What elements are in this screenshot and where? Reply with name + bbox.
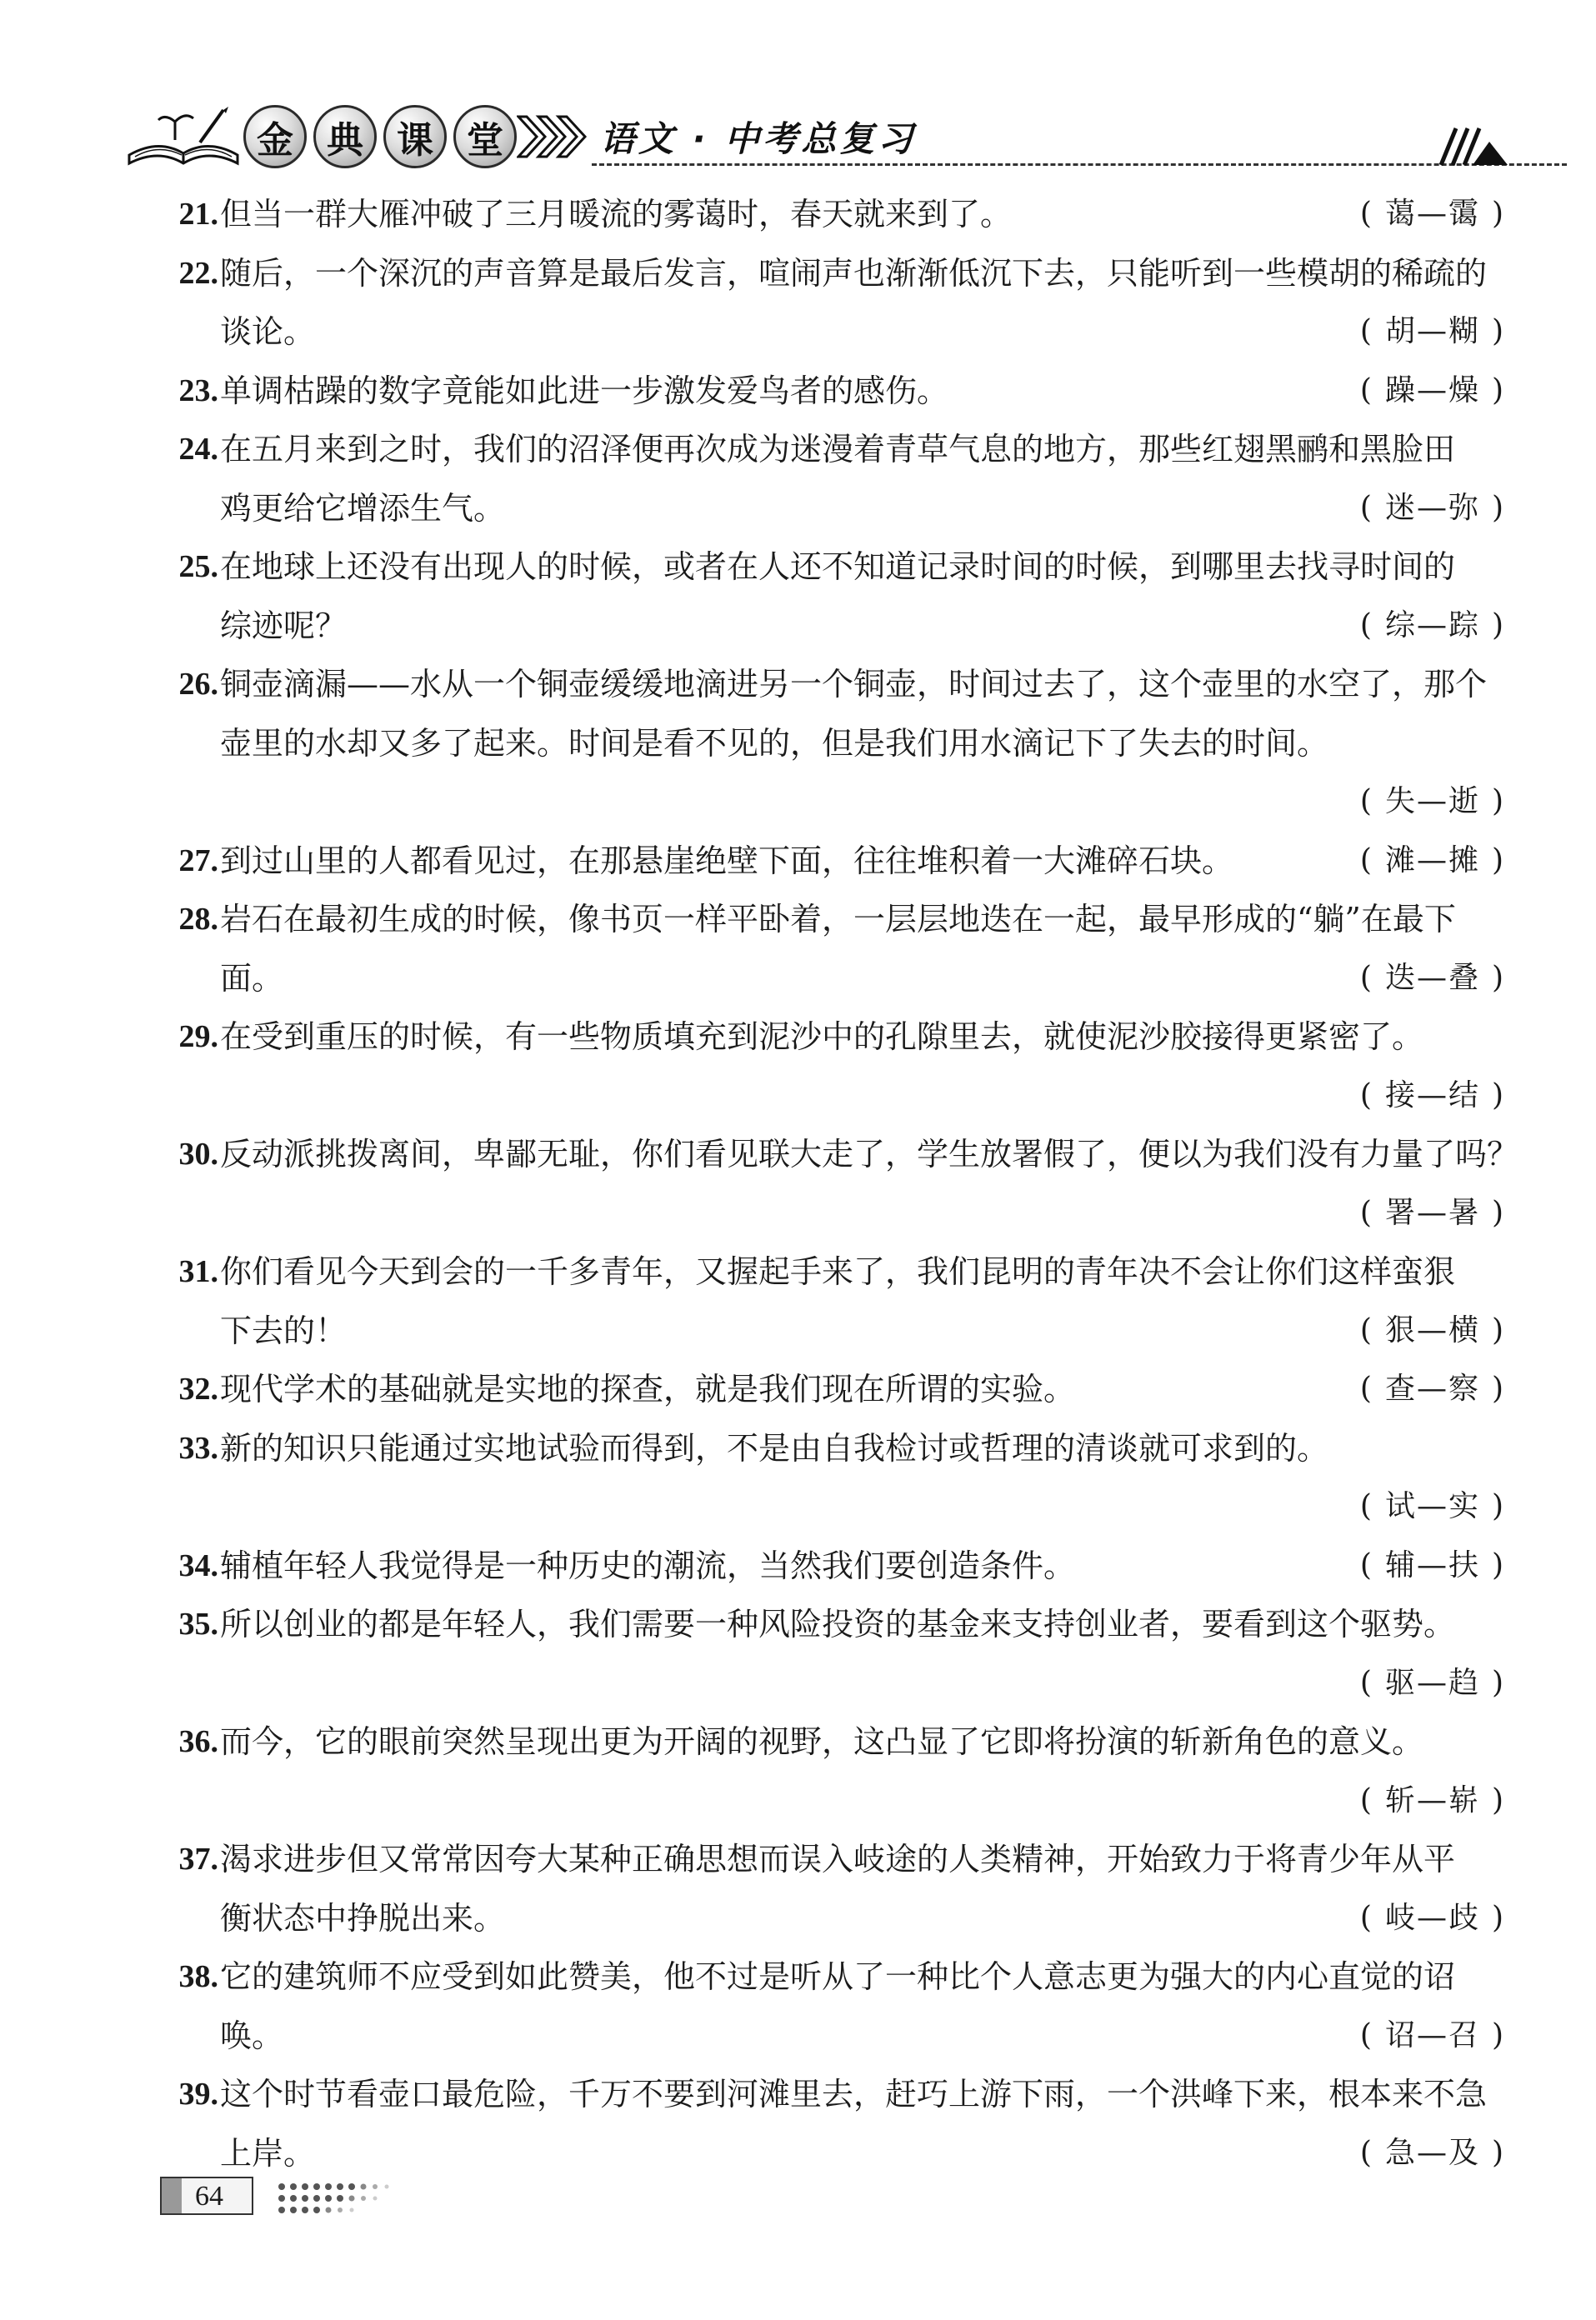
exercise-line: [167, 302, 1517, 361]
item-number: 39.: [178, 2077, 218, 2112]
exercise-line: [167, 597, 1517, 655]
item-number: 28.: [178, 902, 218, 937]
item-text: 随后，一个深沉的声音算是最后发言，喧闹声也渐渐低沉下去，只能听到一些模胡的稀疏的: [220, 254, 1488, 292]
item-text: 它的建筑师不应受到如此赞美，他不过是听从了一种比个人意志更为强大的内心直觉的诏: [220, 1958, 1456, 1995]
item-number: 34.: [178, 1548, 218, 1583]
exercise-line: [167, 890, 1517, 948]
item-number: 32.: [178, 1372, 218, 1407]
exercise-line: [167, 1478, 1517, 1536]
answer-text: 躁—燥: [1384, 372, 1480, 408]
item-text: 所以创业的都是年轻人，我们需要一种风险投资的基金来支持创业者，要看到这个驱势。: [220, 1606, 1456, 1642]
answer-text: 辅—扶: [1384, 1548, 1480, 1582]
exercise-line: [167, 1889, 1517, 1948]
item-text: 这个时节看壶口最危险，千万不要到河滩里去，赶巧上游下雨，一个洪峰下来，根本来不急: [220, 2076, 1488, 2112]
exercise-line: [167, 1537, 1517, 1595]
answer-correction: ( 迷—弥 ): [1359, 490, 1505, 525]
exercise-line: [167, 1008, 1517, 1066]
answer-correction: ( 躁—燥 ): [1359, 372, 1505, 408]
item-number: 23.: [178, 372, 218, 408]
answer-text: 斩—崭: [1384, 1782, 1480, 1818]
answer-correction: ( 署—暑 ): [1359, 1195, 1505, 1230]
item-number: 33.: [178, 1430, 218, 1466]
exercise-line: [167, 244, 1517, 302]
item-number: 25.: [178, 549, 218, 584]
exercise-line: [167, 2065, 1517, 2123]
exercise-line: [167, 1830, 1517, 1888]
corner-stripes-icon: [1438, 123, 1509, 167]
exercise-line: [167, 655, 1517, 713]
item-text: 下去的！: [220, 1312, 348, 1349]
item-number: 35.: [178, 1607, 218, 1642]
exercise-line: [167, 949, 1517, 1008]
answer-correction: ( 蔼—霭 ): [1359, 197, 1505, 231]
exercise-line: [167, 362, 1517, 420]
item-number: 31.: [178, 1254, 218, 1289]
item-text: 谈论。: [220, 313, 316, 350]
exercise-line: [167, 1419, 1517, 1478]
brand-char: 典: [313, 105, 377, 168]
answer-text: 驱—趋: [1384, 1665, 1480, 1700]
item-text: 而今，它的眼前突然呈现出更为开阔的视野，这凸显了它即将扮演的斩新角色的意义。: [220, 1723, 1424, 1760]
answer-correction: ( 失—逝 ): [1359, 784, 1505, 818]
item-text: 面。: [220, 959, 284, 997]
page-number: 64: [195, 2181, 223, 2212]
item-number: 37.: [178, 1842, 218, 1877]
answer-text: 试—实: [1384, 1489, 1480, 1523]
header-divider: [592, 163, 1567, 166]
exercise-line: [167, 1360, 1517, 1418]
item-text: 在五月来到之时，我们的沼泽便再次成为迷漫着青草气息的地方，那些红翅黑鹂和黑脸田: [220, 431, 1456, 468]
brand-title: [243, 105, 517, 168]
item-text: 现代学术的基础就是实地的探查，就是我们现在所谓的实验。: [220, 1371, 1076, 1408]
subject-title: 语文 · 中考总复习: [600, 118, 917, 159]
item-number: 36.: [178, 1724, 218, 1759]
item-text: 到过山里的人都看见过，在那悬崖绝壁下面，往往堆积着一大滩碎石块。: [220, 842, 1234, 879]
exercise-line: [167, 832, 1517, 890]
item-text: 上岸。: [220, 2134, 316, 2172]
answer-text: 岐—歧: [1384, 1900, 1480, 1935]
answer-correction: ( 查—察 ): [1359, 1372, 1505, 1406]
item-text: 铜壶滴漏——水从一个铜壶缓缓地滴进另一个铜壶，时间过去了，这个壶里的水空了，那个: [220, 666, 1488, 702]
exercise-line: [167, 714, 1517, 772]
exercise-line: [167, 420, 1517, 478]
item-number: 29.: [178, 1019, 218, 1054]
item-number: 26.: [178, 667, 218, 702]
answer-text: 滩—摊: [1384, 842, 1480, 878]
answer-text: 失—逝: [1384, 784, 1480, 818]
answer-correction: ( 接—结 ): [1359, 1078, 1505, 1112]
exercise-line: [167, 1772, 1517, 1830]
exercise-line: [167, 1184, 1517, 1242]
brand-char: 课: [383, 105, 447, 168]
item-number: 24.: [178, 432, 218, 467]
item-text: 在受到重压的时候，有一些物质填充到泥沙中的孔隙里去，就使泥沙胶接得更紧密了。: [220, 1018, 1424, 1055]
dot-pattern-icon: [277, 2180, 527, 2213]
page-number-box: [160, 2177, 253, 2215]
item-text: 衡状态中挣脱出来。: [220, 1899, 506, 1937]
exercise-line: [167, 1125, 1517, 1183]
answer-text: 综—踪: [1384, 608, 1480, 642]
item-number: 22.: [178, 255, 218, 291]
item-text: 辅植年轻人我觉得是一种历史的潮流，当然我们要创造条件。: [220, 1547, 1076, 1584]
answer-correction: ( 迭—叠 ): [1359, 960, 1505, 995]
exercise-line: [167, 538, 1517, 596]
item-text: 壶里的水却又多了起来。时间是看不见的，但是我们用水滴记下了失去的时间。: [220, 724, 1329, 762]
item-number: 30.: [178, 1137, 218, 1172]
answer-text: 狠—横: [1384, 1312, 1480, 1348]
item-text: 鸡更给它增添生气。: [220, 489, 506, 527]
exercise-line: [167, 2124, 1517, 2182]
item-text: 岩石在最初生成的时候，像书页一样平卧着，一层层地迭在一起，最早形成的“躺”在最下: [220, 901, 1456, 938]
answer-text: 诏—召: [1384, 2018, 1480, 2052]
answer-correction: ( 综—踪 ): [1359, 608, 1505, 642]
answer-text: 迭—叠: [1384, 960, 1480, 995]
answer-correction: ( 胡—糊 ): [1359, 314, 1505, 348]
answer-correction: ( 诏—召 ): [1359, 2018, 1505, 2052]
answer-correction: ( 狠—横 ): [1359, 1312, 1505, 1348]
exercise-line: [167, 1067, 1517, 1125]
exercise-line: [167, 185, 1517, 243]
answer-text: 迷—弥: [1384, 490, 1480, 525]
item-text: 单调枯躁的数字竟能如此进一步激发爱鸟者的感伤。: [220, 372, 949, 409]
answer-correction: ( 辅—扶 ): [1359, 1548, 1505, 1582]
exercise-line: [167, 1242, 1517, 1301]
page-header: [125, 98, 1508, 182]
exercise-line: [167, 1595, 1517, 1653]
answer-text: 胡—糊: [1384, 314, 1480, 348]
answer-correction: ( 滩—摊 ): [1359, 842, 1505, 878]
exercise-line: [167, 1712, 1517, 1771]
answer-correction: ( 驱—趋 ): [1359, 1665, 1505, 1700]
answer-text: 蔼—霭: [1384, 197, 1480, 231]
item-number: 27.: [178, 842, 218, 878]
answer-correction: ( 急—及 ): [1359, 2135, 1505, 2170]
item-number: 38.: [178, 1959, 218, 1994]
brand-char: 堂: [453, 105, 517, 168]
item-text: 渴求进步但又常常因夸大某种正确思想而误入岐途的人类精神，开始致力于将青少年从平: [220, 1841, 1456, 1878]
item-text: 你们看见今天到会的一千多青年，又握起手来了，我们昆明的青年决不会让你们这样蛮狠: [220, 1253, 1456, 1290]
answer-text: 查—察: [1384, 1372, 1480, 1406]
page-tab: [162, 2178, 182, 2213]
exercise-line: [167, 1302, 1517, 1360]
item-text: 唤。: [220, 2017, 284, 2054]
brand-char: 金: [243, 105, 307, 168]
answer-correction: ( 岐—歧 ): [1359, 1900, 1505, 1935]
item-number: 21.: [178, 197, 218, 232]
exercise-line: [167, 479, 1517, 538]
answer-correction: ( 试—实 ): [1359, 1489, 1505, 1523]
answer-text: 接—结: [1384, 1078, 1480, 1112]
open-book-icon: [125, 105, 242, 172]
exercise-line: [167, 1948, 1517, 2006]
item-text: 综迹呢？: [220, 607, 348, 644]
answer-correction: ( 斩—崭 ): [1359, 1782, 1505, 1818]
item-text: 但当一群大雁冲破了三月暖流的雾蔼时，春天就来到了。: [220, 196, 1013, 232]
item-text: 在地球上还没有出现人的时候，或者在人还不知道记录时间的时候，到哪里去找寻时间的: [220, 548, 1456, 585]
answer-text: 署—暑: [1384, 1195, 1480, 1230]
exercise-line: [167, 2007, 1517, 2065]
exercise-line: [167, 1654, 1517, 1712]
item-text: 反动派挑拨离间，卑鄙无耻，你们看见联大走了，学生放署假了，便以为我们没有力量了吗？: [220, 1136, 1519, 1172]
exercise-line: [167, 772, 1517, 831]
answer-text: 急—及: [1384, 2135, 1480, 2170]
chevron-right-icon: [517, 113, 592, 160]
item-text: 新的知识只能通过实地试验而得到，不是由自我检讨或哲理的清谈就可求到的。: [220, 1429, 1329, 1467]
